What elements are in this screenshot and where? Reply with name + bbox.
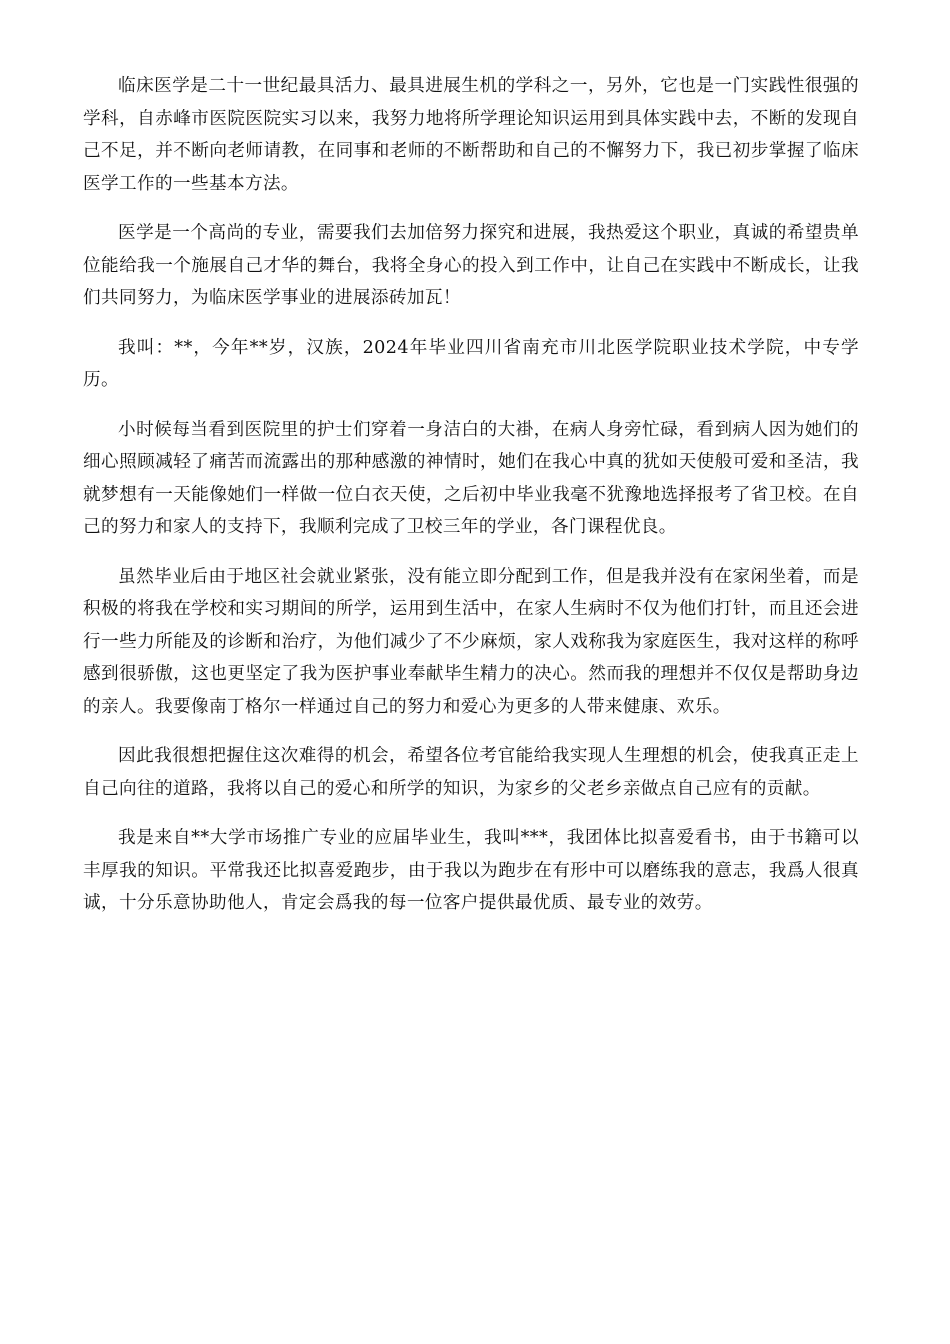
document-page <box>83 70 859 937</box>
paragraph-3: 我叫：**，今年**岁，汉族，2024年毕业四川省南充市川北医学院职业技术学院，中专学历。 <box>83 337 859 390</box>
paragraph-1: 临床医学是二十一世纪最具活力、最具进展生机的学科之一，另外，它也是一门实践性很强的学科，自赤峰市医院医院实习以来，我努力地将所学理论知识运用到具体实践中去，不断的发现自己不足，并不断向老师请教，在同事和老师的不断帮助和自己的不懈努力下，我已初步掌握了临床医学工作的一些基本方法。 <box>83 76 859 194</box>
paragraph-7: 我是来自**大学市场推广专业的应届毕业生，我叫***，我团体比拟喜爱看书，由于书籍可以丰厚我的知识。平常我还比拟喜爱跑步，由于我以为跑步在有形中可以磨练我的意志，我爲人很真诚，十分乐意协助他人，肯定会爲我的每一位客户提供最优质、最专业的效劳。 <box>83 828 859 913</box>
paragraph-5: 虽然毕业后由于地区社会就业紧张，没有能立即分配到工作，但是我并没有在家闲坐着，而是积极的将我在学校和实习期间的所学，运用到生活中，在家人生病时不仅为他们打针，而且还会进行一些力所能及的诊断和治疗，为他们减少了不少麻烦，家人戏称我为家庭医生，我对这样的称呼感到很骄傲，这也更坚定了我为医护事业奉献毕生精力的决心。然而我的理想并不仅仅是帮助身边的亲人。我要像南丁格尔一样通过自己的努力和爱心为更多的人带来健康、欢乐。 <box>83 566 859 717</box>
paragraph-6: 因此我很想把握住这次难得的机会，希望各位考官能给我实现人生理想的机会，使我真正走上自己向往的道路，我将以自己的爱心和所学的知识，为家乡的父老乡亲做点自己应有的贡献。 <box>83 746 859 799</box>
paragraph-4: 小时候每当看到医院里的护士们穿着一身洁白的大褂，在病人身旁忙碌，看到病人因为她们的细心照顾减轻了痛苦而流露出的那种感激的神情时，她们在我心中真的犹如天使般可爱和圣洁，我就梦想有一天能像她们一样做一位白衣天使，之后初中毕业我毫不犹豫地选择报考了省卫校。在自己的努力和家人的支持下，我顺利完成了卫校三年的学业，各门课程优良。 <box>83 419 859 537</box>
paragraph-2: 医学是一个高尚的专业，需要我们去加倍努力探究和进展，我热爱这个职业，真诚的希望贵单位能给我一个施展自己才华的舞台，我将全身心的投入到工作中，让自己在实践中不断成长，让我们共同努力，为临床医学事业的进展添砖加瓦！ <box>83 223 859 308</box>
